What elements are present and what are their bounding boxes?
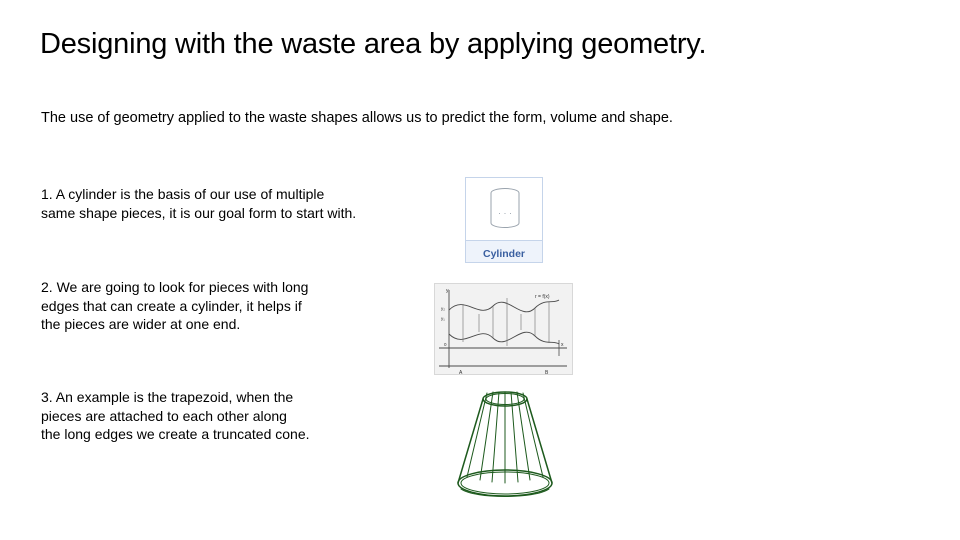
point-1-line-1: 1. A cylinder is the basis of our use of multiple bbox=[41, 186, 325, 202]
cylinder-figure-card bbox=[465, 177, 543, 263]
point-2-line-2: edges that can create a cylinder, it helps if bbox=[41, 297, 302, 314]
subtitle-text: The use of geometry applied to the waste shapes allows us to predict the form, volume and shape. bbox=[41, 110, 673, 126]
cylinder-icon bbox=[466, 178, 544, 240]
truncated-cone-figure bbox=[449, 385, 561, 503]
svg-text:y: y bbox=[446, 288, 449, 294]
svg-text:r = f(x): r = f(x) bbox=[535, 294, 550, 300]
point-3-line-2: pieces are attached to each other along bbox=[41, 407, 287, 424]
point-3-line-3: the long edges we create a truncated cone. bbox=[41, 426, 310, 443]
cylinder-figure-canvas bbox=[466, 178, 542, 241]
svg-text:y₁: y₁ bbox=[441, 316, 445, 321]
truncated-cone-icon bbox=[449, 385, 561, 503]
svg-text:A: A bbox=[459, 370, 463, 375]
graph-figure bbox=[434, 283, 573, 375]
svg-text:· · ·: · · · bbox=[498, 208, 512, 218]
point-2 bbox=[41, 278, 308, 334]
point-3-line-1: 3. An example is the trapezoid, when the bbox=[41, 389, 294, 405]
point-3 bbox=[41, 388, 310, 444]
graph-sketch-icon bbox=[435, 284, 573, 375]
point-1-line-2: same shape pieces, it is our goal form to start with. bbox=[41, 204, 357, 221]
page-title: Designing with the waste area by applying geometry. bbox=[40, 28, 707, 60]
point-1 bbox=[41, 185, 356, 222]
svg-text:0: 0 bbox=[444, 342, 447, 347]
svg-text:y₂: y₂ bbox=[441, 306, 445, 311]
point-2-line-3: the pieces are wider at one end. bbox=[41, 316, 241, 333]
svg-text:B: B bbox=[545, 370, 549, 375]
svg-text:x: x bbox=[561, 342, 564, 348]
cylinder-caption: Cylinder bbox=[482, 248, 525, 260]
point-2-line-1: 2. We are going to look for pieces with long bbox=[41, 279, 309, 295]
